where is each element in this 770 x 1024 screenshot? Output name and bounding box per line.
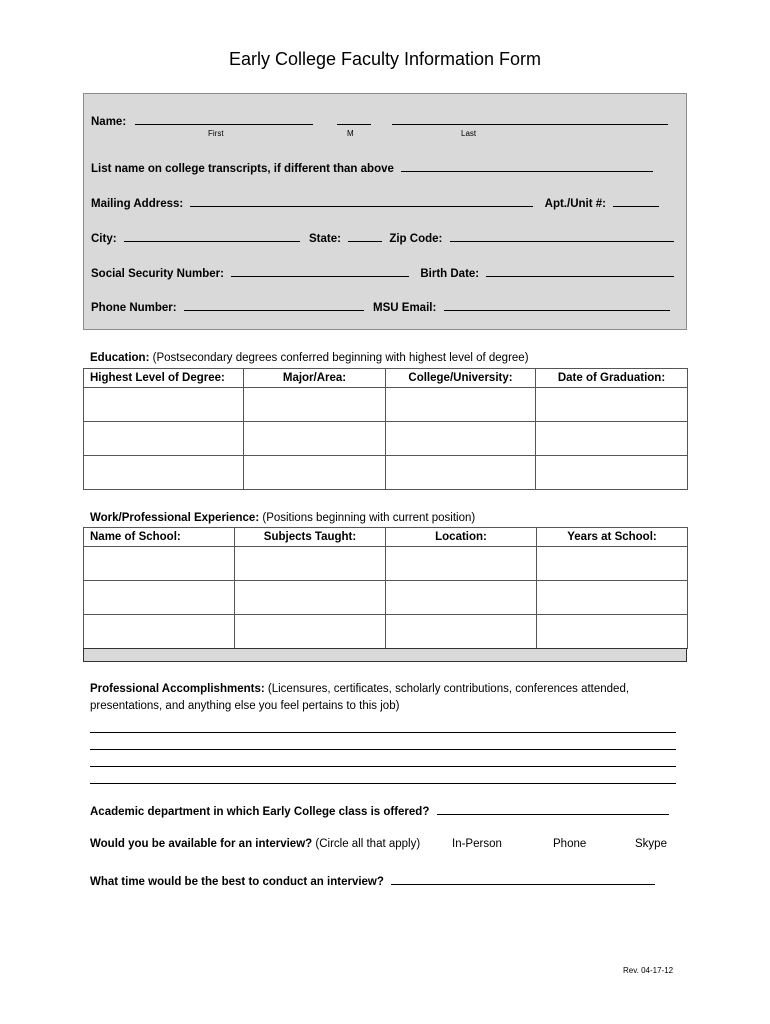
middle-initial-field[interactable]: [337, 113, 371, 125]
work-col-location: Location:: [386, 528, 537, 547]
transcript-row: [91, 160, 653, 175]
birth-date-field[interactable]: [486, 265, 674, 277]
table-cell[interactable]: [84, 581, 235, 615]
table-cell[interactable]: [386, 547, 537, 581]
mailing-address-field[interactable]: [190, 195, 533, 207]
mailing-row: [91, 195, 659, 210]
table-row: [84, 547, 688, 581]
accomplishments-line[interactable]: [90, 748, 676, 750]
last-label: Last: [461, 129, 477, 138]
work-note: (Positions beginning with current position): [262, 512, 476, 524]
department-row: [90, 803, 669, 818]
table-cell[interactable]: [84, 615, 235, 649]
city-field[interactable]: [124, 230, 300, 242]
mailing-label: Mailing Address:: [91, 198, 184, 210]
personal-info-box: [83, 93, 687, 330]
education-col-major: Major/Area:: [244, 369, 386, 388]
form-title: Early College Faculty Information Form: [228, 49, 542, 69]
table-cell[interactable]: [84, 388, 244, 422]
interview-row: [90, 838, 420, 850]
option-phone[interactable]: Phone: [553, 838, 587, 850]
table-cell[interactable]: [536, 456, 688, 490]
phone-field[interactable]: [184, 299, 364, 311]
name-label: Name:: [91, 116, 127, 128]
state-label: State:: [308, 233, 341, 245]
table-row: [84, 456, 688, 490]
state-field[interactable]: [348, 230, 382, 242]
apt-field[interactable]: [613, 195, 659, 207]
accomplishments-heading: Professional Accomplishments:: [90, 683, 265, 695]
work-col-years: Years at School:: [537, 528, 688, 547]
table-cell[interactable]: [537, 547, 688, 581]
table-cell[interactable]: [235, 581, 386, 615]
department-field[interactable]: [437, 803, 669, 815]
table-cell[interactable]: [537, 615, 688, 649]
work-col-subjects: Subjects Taught:: [235, 528, 386, 547]
first-name-field[interactable]: [135, 113, 313, 125]
ssn-label: Social Security Number:: [91, 268, 224, 280]
table-cell[interactable]: [386, 388, 536, 422]
first-label: First: [208, 129, 224, 138]
section-divider: [83, 648, 687, 662]
option-skype[interactable]: Skype: [635, 838, 667, 850]
middle-label: M: [347, 129, 354, 138]
work-heading-row: [90, 512, 475, 524]
education-col-degree: Highest Level of Degree:: [84, 369, 244, 388]
table-row: [84, 422, 688, 456]
work-table: [83, 527, 688, 649]
education-table: [83, 368, 688, 490]
revision-label: Rev. 04-17-12: [623, 966, 674, 975]
apt-label: Apt./Unit #:: [544, 198, 606, 210]
name-row: [91, 113, 668, 128]
table-row: [84, 388, 688, 422]
table-cell[interactable]: [84, 547, 235, 581]
option-in-person[interactable]: In-Person: [452, 838, 502, 850]
ssn-field[interactable]: [231, 265, 409, 277]
phone-label: Phone Number:: [91, 302, 177, 314]
table-cell[interactable]: [386, 615, 537, 649]
table-cell[interactable]: [536, 388, 688, 422]
email-field[interactable]: [444, 299, 670, 311]
table-cell[interactable]: [386, 422, 536, 456]
table-cell[interactable]: [84, 422, 244, 456]
table-cell[interactable]: [84, 456, 244, 490]
table-cell[interactable]: [244, 456, 386, 490]
accomplishments-paragraph: [90, 681, 690, 715]
accomplishments-line[interactable]: [90, 765, 676, 767]
accomplishments-line[interactable]: [90, 731, 676, 733]
table-cell[interactable]: [235, 547, 386, 581]
interview-note: (Circle all that apply): [315, 838, 421, 850]
table-cell[interactable]: [386, 581, 537, 615]
zip-label: Zip Code:: [389, 233, 443, 245]
education-heading-row: [90, 352, 529, 364]
transcript-name-field[interactable]: [401, 160, 653, 172]
table-cell[interactable]: [235, 615, 386, 649]
table-cell[interactable]: [244, 388, 386, 422]
last-name-field[interactable]: [392, 113, 668, 125]
ssn-row: [91, 265, 674, 280]
time-field[interactable]: [391, 873, 655, 885]
zip-field[interactable]: [450, 230, 674, 242]
work-heading: Work/Professional Experience:: [90, 512, 260, 524]
table-cell[interactable]: [536, 422, 688, 456]
table-row: [84, 615, 688, 649]
table-cell[interactable]: [386, 456, 536, 490]
phone-row: [91, 299, 670, 314]
email-label: MSU Email:: [373, 302, 437, 314]
education-note: (Postsecondary degrees conferred beginning with highest level of degree): [152, 352, 529, 364]
transcript-label: List name on college transcripts, if different than above: [91, 163, 394, 175]
education-col-date: Date of Graduation:: [536, 369, 688, 388]
table-cell[interactable]: [244, 422, 386, 456]
table-row: [84, 581, 688, 615]
interview-question: Would you be available for an interview?: [90, 838, 313, 850]
table-cell[interactable]: [537, 581, 688, 615]
education-col-college: College/University:: [386, 369, 536, 388]
accomplishments-note: (Licensures, certificates, scholarly contributions, conferences attended, presentations, and anything else you feel pertains to this job): [90, 683, 630, 712]
department-question: Academic department in which Early College class is offered?: [90, 806, 430, 818]
work-col-school: Name of School:: [84, 528, 235, 547]
time-row: [90, 873, 655, 888]
birth-label: Birth Date:: [420, 268, 480, 280]
city-label: City:: [91, 233, 117, 245]
city-row: [91, 230, 674, 245]
education-heading: Education:: [90, 352, 150, 364]
time-question: What time would be the best to conduct an interview?: [90, 876, 384, 888]
accomplishments-line[interactable]: [90, 782, 676, 784]
